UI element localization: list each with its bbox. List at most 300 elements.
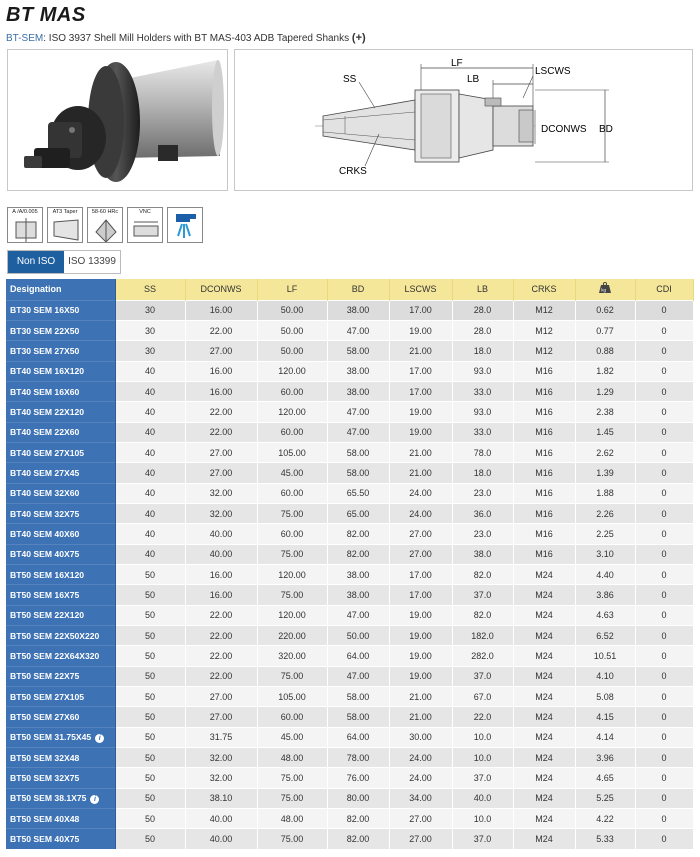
crks-cell: M16 bbox=[513, 544, 575, 564]
label-lb: LB bbox=[467, 74, 480, 85]
table-row[interactable] bbox=[6, 768, 693, 788]
lb-cell: 78.0 bbox=[452, 442, 513, 462]
table-row[interactable] bbox=[6, 524, 693, 544]
info-icon[interactable]: i bbox=[95, 734, 104, 743]
designation-link[interactable]: BT40 SEM 40X75 bbox=[10, 549, 80, 560]
designation-link[interactable]: BT50 SEM 27X60 bbox=[10, 712, 80, 723]
col-lf[interactable]: LF bbox=[257, 279, 327, 300]
designation-link[interactable]: BT50 SEM 22X64X320 bbox=[10, 651, 100, 662]
lf-cell: 75.00 bbox=[257, 768, 327, 788]
lb-cell: 37.0 bbox=[452, 585, 513, 605]
bd-cell: 58.00 bbox=[327, 341, 389, 361]
col-bd[interactable]: BD bbox=[327, 279, 389, 300]
lf-cell: 60.00 bbox=[257, 381, 327, 401]
dconws-cell: 16.00 bbox=[185, 585, 257, 605]
lf-cell: 120.00 bbox=[257, 402, 327, 422]
table-row[interactable] bbox=[6, 483, 693, 503]
ss-cell: 50 bbox=[115, 809, 185, 829]
table-row[interactable] bbox=[6, 788, 693, 808]
lf-cell: 75.00 bbox=[257, 829, 327, 849]
cdi-cell: 0 bbox=[635, 646, 693, 666]
ss-cell: 50 bbox=[115, 829, 185, 849]
designation-cell[interactable] bbox=[6, 666, 115, 686]
designation-link[interactable]: BT30 SEM 16X50 bbox=[10, 305, 80, 316]
dconws-cell: 16.00 bbox=[185, 361, 257, 381]
lb-cell: 23.0 bbox=[452, 524, 513, 544]
lscws-cell: 19.00 bbox=[389, 605, 452, 625]
lscws-cell: 21.00 bbox=[389, 463, 452, 483]
lf-cell: 75.00 bbox=[257, 503, 327, 523]
table-row[interactable] bbox=[6, 544, 693, 564]
lf-cell: 320.00 bbox=[257, 646, 327, 666]
crks-cell: M24 bbox=[513, 666, 575, 686]
designation-cell[interactable] bbox=[6, 442, 115, 462]
designation-link[interactable]: BT50 SEM 32X75 bbox=[10, 773, 80, 784]
designation-link[interactable]: BT40 SEM 22X60 bbox=[10, 427, 80, 438]
lf-cell: 220.00 bbox=[257, 626, 327, 646]
weight-cell: 1.29 bbox=[575, 381, 635, 401]
hardness-icon: 58-60 HRc bbox=[87, 207, 123, 243]
bd-cell: 65.50 bbox=[327, 483, 389, 503]
ss-cell: 40 bbox=[115, 544, 185, 564]
weight-icon bbox=[598, 282, 612, 294]
designation-cell[interactable] bbox=[6, 300, 115, 320]
designation-link[interactable]: BT50 SEM 22X120 bbox=[10, 610, 85, 621]
lf-cell: 50.00 bbox=[257, 300, 327, 320]
designation-cell[interactable] bbox=[6, 727, 115, 747]
table-row[interactable] bbox=[6, 564, 693, 584]
technical-drawing bbox=[234, 49, 693, 191]
page-title: BT MAS bbox=[6, 4, 86, 26]
ss-cell: 40 bbox=[115, 463, 185, 483]
tab-iso-13399[interactable]: ISO 13399 bbox=[64, 251, 120, 273]
table-row[interactable] bbox=[6, 829, 693, 849]
lb-cell: 33.0 bbox=[452, 422, 513, 442]
lf-cell: 50.00 bbox=[257, 341, 327, 361]
dconws-cell: 22.00 bbox=[185, 320, 257, 340]
designation-link[interactable]: BT50 SEM 38.1X75 bbox=[10, 793, 87, 804]
weight-cell: 3.96 bbox=[575, 748, 635, 768]
col-designation[interactable]: Designation bbox=[6, 279, 115, 300]
bd-cell: 65.00 bbox=[327, 503, 389, 523]
crks-cell: M16 bbox=[513, 483, 575, 503]
designation-link[interactable]: BT50 SEM 22X50X220 bbox=[10, 630, 100, 641]
lb-cell: 38.0 bbox=[452, 544, 513, 564]
dconws-cell: 27.00 bbox=[185, 707, 257, 727]
weight-cell: 6.52 bbox=[575, 626, 635, 646]
table-row[interactable] bbox=[6, 809, 693, 829]
label-dconws: DCONWS bbox=[541, 124, 587, 135]
weight-cell: 2.62 bbox=[575, 442, 635, 462]
weight-cell: 2.26 bbox=[575, 503, 635, 523]
designation-cell[interactable] bbox=[6, 320, 115, 340]
lf-cell: 75.00 bbox=[257, 666, 327, 686]
ss-cell: 40 bbox=[115, 402, 185, 422]
lb-cell: 37.0 bbox=[452, 829, 513, 849]
dconws-cell: 40.00 bbox=[185, 829, 257, 849]
cdi-cell: 0 bbox=[635, 422, 693, 442]
bd-cell: 47.00 bbox=[327, 320, 389, 340]
lb-cell: 182.0 bbox=[452, 626, 513, 646]
bd-cell: 82.00 bbox=[327, 544, 389, 564]
weight-cell: 5.25 bbox=[575, 788, 635, 808]
bd-cell: 38.00 bbox=[327, 564, 389, 584]
col-crks[interactable]: CRKS bbox=[513, 279, 575, 300]
cdi-cell: 0 bbox=[635, 341, 693, 361]
subtitle-code-link[interactable]: BT-SEM bbox=[6, 33, 44, 44]
designation-cell[interactable] bbox=[6, 361, 115, 381]
table-row[interactable] bbox=[6, 666, 693, 686]
weight-cell: 10.51 bbox=[575, 646, 635, 666]
table-row[interactable] bbox=[6, 300, 693, 320]
lscws-cell: 21.00 bbox=[389, 442, 452, 462]
crks-cell: M24 bbox=[513, 748, 575, 768]
designation-cell[interactable] bbox=[6, 463, 115, 483]
tab-non-iso[interactable]: Non ISO bbox=[8, 251, 64, 273]
crks-cell: M24 bbox=[513, 768, 575, 788]
lb-cell: 282.0 bbox=[452, 646, 513, 666]
designation-link[interactable]: BT40 SEM 40X60 bbox=[10, 528, 80, 539]
designation-link[interactable]: BT50 SEM 31.75X45 bbox=[10, 732, 92, 743]
crks-cell: M16 bbox=[513, 402, 575, 422]
ss-cell: 50 bbox=[115, 687, 185, 707]
col-ss[interactable]: SS bbox=[115, 279, 185, 300]
ss-cell: 50 bbox=[115, 788, 185, 808]
lscws-cell: 27.00 bbox=[389, 524, 452, 544]
table-header-row bbox=[6, 279, 693, 300]
weight-unit: kg bbox=[601, 287, 606, 293]
designation-link[interactable]: BT50 SEM 16X75 bbox=[10, 589, 80, 600]
lscws-cell: 17.00 bbox=[389, 300, 452, 320]
dconws-cell: 22.00 bbox=[185, 666, 257, 686]
cdi-cell: 0 bbox=[635, 585, 693, 605]
designation-cell[interactable] bbox=[6, 707, 115, 727]
lb-cell: 10.0 bbox=[452, 727, 513, 747]
weight-cell: 3.86 bbox=[575, 585, 635, 605]
bd-cell: 78.00 bbox=[327, 748, 389, 768]
designation-link[interactable]: BT50 SEM 40X75 bbox=[10, 834, 80, 845]
cdi-cell: 0 bbox=[635, 626, 693, 646]
cdi-cell: 0 bbox=[635, 666, 693, 686]
lb-cell: 37.0 bbox=[452, 768, 513, 788]
designation-cell[interactable] bbox=[6, 544, 115, 564]
col-lb[interactable]: LB bbox=[452, 279, 513, 300]
lscws-cell: 30.00 bbox=[389, 727, 452, 747]
designation-cell[interactable] bbox=[6, 768, 115, 788]
lscws-cell: 24.00 bbox=[389, 483, 452, 503]
lb-cell: 82.0 bbox=[452, 564, 513, 584]
designation-link[interactable]: BT50 SEM 22X75 bbox=[10, 671, 80, 682]
designation-cell[interactable] bbox=[6, 483, 115, 503]
col-lscws[interactable]: LSCWS bbox=[389, 279, 452, 300]
designation-link[interactable]: BT40 SEM 32X75 bbox=[10, 508, 80, 519]
lf-cell: 120.00 bbox=[257, 605, 327, 625]
table-row[interactable] bbox=[6, 402, 693, 422]
weight-cell: 4.22 bbox=[575, 809, 635, 829]
cdi-cell: 0 bbox=[635, 320, 693, 340]
cdi-cell: 0 bbox=[635, 687, 693, 707]
weight-cell: 4.40 bbox=[575, 564, 635, 584]
ss-cell: 40 bbox=[115, 361, 185, 381]
crks-cell: M24 bbox=[513, 626, 575, 646]
bd-cell: 47.00 bbox=[327, 402, 389, 422]
dconws-cell: 38.10 bbox=[185, 788, 257, 808]
bd-cell: 38.00 bbox=[327, 361, 389, 381]
cdi-cell: 0 bbox=[635, 768, 693, 788]
designation-cell[interactable] bbox=[6, 585, 115, 605]
designation-link[interactable]: BT40 SEM 16X60 bbox=[10, 386, 80, 397]
lb-cell: 82.0 bbox=[452, 605, 513, 625]
crks-cell: M16 bbox=[513, 463, 575, 483]
designation-link[interactable]: BT50 SEM 16X120 bbox=[10, 569, 85, 580]
lf-cell: 60.00 bbox=[257, 707, 327, 727]
table-row[interactable] bbox=[6, 626, 693, 646]
weight-cell: 1.45 bbox=[575, 422, 635, 442]
ss-cell: 50 bbox=[115, 646, 185, 666]
weight-cell: 4.15 bbox=[575, 707, 635, 727]
dconws-cell: 22.00 bbox=[185, 422, 257, 442]
crks-cell: M16 bbox=[513, 442, 575, 462]
dconws-cell: 32.00 bbox=[185, 768, 257, 788]
designation-cell[interactable] bbox=[6, 646, 115, 666]
cdi-cell: 0 bbox=[635, 605, 693, 625]
lb-cell: 40.0 bbox=[452, 788, 513, 808]
standard-tabs bbox=[7, 250, 121, 274]
dconws-cell: 32.00 bbox=[185, 503, 257, 523]
crks-cell: M24 bbox=[513, 707, 575, 727]
designation-cell[interactable] bbox=[6, 503, 115, 523]
lf-cell: 48.00 bbox=[257, 748, 327, 768]
cdi-cell: 0 bbox=[635, 524, 693, 544]
lb-cell: 10.0 bbox=[452, 748, 513, 768]
info-icon[interactable]: i bbox=[90, 795, 99, 804]
bd-cell: 47.00 bbox=[327, 666, 389, 686]
table-row[interactable] bbox=[6, 320, 693, 340]
bd-cell: 82.00 bbox=[327, 524, 389, 544]
weight-cell: 3.10 bbox=[575, 544, 635, 564]
crks-cell: M16 bbox=[513, 503, 575, 523]
lscws-cell: 17.00 bbox=[389, 585, 452, 605]
designation-link[interactable]: BT40 SEM 27X105 bbox=[10, 447, 85, 458]
lf-cell: 60.00 bbox=[257, 483, 327, 503]
weight-cell: 0.88 bbox=[575, 341, 635, 361]
cdi-cell: 0 bbox=[635, 503, 693, 523]
crks-cell: M16 bbox=[513, 381, 575, 401]
designation-link[interactable]: BT40 SEM 27X45 bbox=[10, 467, 80, 478]
lb-cell: 93.0 bbox=[452, 402, 513, 422]
tool-holder-photo bbox=[8, 50, 228, 191]
weight-cell: 4.14 bbox=[575, 727, 635, 747]
col-cdi[interactable]: CDI bbox=[635, 279, 693, 300]
designation-cell[interactable] bbox=[6, 748, 115, 768]
lb-cell: 93.0 bbox=[452, 361, 513, 381]
coolant-icon bbox=[167, 207, 203, 243]
ss-cell: 50 bbox=[115, 626, 185, 646]
lscws-cell: 24.00 bbox=[389, 768, 452, 788]
lscws-cell: 17.00 bbox=[389, 564, 452, 584]
product-photo bbox=[7, 49, 228, 191]
lscws-cell: 19.00 bbox=[389, 646, 452, 666]
bd-cell: 58.00 bbox=[327, 463, 389, 483]
ss-cell: 30 bbox=[115, 300, 185, 320]
ss-cell: 40 bbox=[115, 422, 185, 442]
designation-cell[interactable] bbox=[6, 381, 115, 401]
designation-cell[interactable] bbox=[6, 422, 115, 442]
table-row[interactable] bbox=[6, 442, 693, 462]
table-row[interactable] bbox=[6, 585, 693, 605]
bd-cell: 47.00 bbox=[327, 605, 389, 625]
dconws-cell: 31.75 bbox=[185, 727, 257, 747]
designation-cell[interactable] bbox=[6, 687, 115, 707]
designation-link[interactable]: BT40 SEM 22X120 bbox=[10, 406, 85, 417]
designation-cell[interactable] bbox=[6, 788, 115, 808]
crks-cell: M24 bbox=[513, 788, 575, 808]
table-row[interactable] bbox=[6, 727, 693, 747]
lscws-cell: 24.00 bbox=[389, 503, 452, 523]
taper-icon: AT3 Taper bbox=[47, 207, 83, 243]
designation-link[interactable]: BT50 SEM 27X105 bbox=[10, 691, 85, 702]
crks-cell: M16 bbox=[513, 361, 575, 381]
label-crks: CRKS bbox=[339, 166, 367, 177]
expand-toggle[interactable]: (+) bbox=[351, 32, 366, 44]
cdi-cell: 0 bbox=[635, 788, 693, 808]
weight-cell: 2.38 bbox=[575, 402, 635, 422]
designation-link[interactable]: BT30 SEM 22X50 bbox=[10, 325, 80, 336]
dconws-cell: 16.00 bbox=[185, 300, 257, 320]
label-ss: SS bbox=[343, 74, 357, 85]
bd-cell: 82.00 bbox=[327, 809, 389, 829]
table-row[interactable] bbox=[6, 361, 693, 381]
cdi-cell: 0 bbox=[635, 809, 693, 829]
designation-link[interactable]: BT40 SEM 16X120 bbox=[10, 366, 85, 377]
designation-link[interactable]: BT50 SEM 40X48 bbox=[10, 813, 80, 824]
table-row[interactable] bbox=[6, 748, 693, 768]
lscws-cell: 21.00 bbox=[389, 341, 452, 361]
ss-cell: 50 bbox=[115, 727, 185, 747]
lb-cell: 18.0 bbox=[452, 463, 513, 483]
table-row[interactable] bbox=[6, 503, 693, 523]
designation-cell[interactable] bbox=[6, 829, 115, 849]
dconws-cell: 22.00 bbox=[185, 646, 257, 666]
cdi-cell: 0 bbox=[635, 402, 693, 422]
designation-cell[interactable] bbox=[6, 402, 115, 422]
lscws-cell: 17.00 bbox=[389, 381, 452, 401]
ss-cell: 50 bbox=[115, 768, 185, 788]
dconws-cell: 16.00 bbox=[185, 564, 257, 584]
designation-link[interactable]: BT50 SEM 32X48 bbox=[10, 752, 80, 763]
table-row[interactable] bbox=[6, 422, 693, 442]
lf-cell: 120.00 bbox=[257, 361, 327, 381]
lb-cell: 67.0 bbox=[452, 687, 513, 707]
bd-cell: 64.00 bbox=[327, 646, 389, 666]
cdi-cell: 0 bbox=[635, 381, 693, 401]
lscws-cell: 19.00 bbox=[389, 422, 452, 442]
cdi-cell: 0 bbox=[635, 564, 693, 584]
lf-cell: 105.00 bbox=[257, 687, 327, 707]
crks-cell: M24 bbox=[513, 585, 575, 605]
cdi-cell: 0 bbox=[635, 483, 693, 503]
weight-cell: 5.08 bbox=[575, 687, 635, 707]
designation-cell[interactable] bbox=[6, 341, 115, 361]
table-row[interactable] bbox=[6, 341, 693, 361]
bd-cell: 38.00 bbox=[327, 381, 389, 401]
lb-cell: 36.0 bbox=[452, 503, 513, 523]
ss-cell: 40 bbox=[115, 381, 185, 401]
bd-cell: 47.00 bbox=[327, 422, 389, 442]
table-row[interactable] bbox=[6, 463, 693, 483]
weight-cell: 4.63 bbox=[575, 605, 635, 625]
bd-cell: 38.00 bbox=[327, 300, 389, 320]
dconws-cell: 27.00 bbox=[185, 341, 257, 361]
col-dconws[interactable]: DCONWS bbox=[185, 279, 257, 300]
weight-cell: 4.65 bbox=[575, 768, 635, 788]
cdi-cell: 0 bbox=[635, 829, 693, 849]
cdi-cell: 0 bbox=[635, 748, 693, 768]
label-lscws: LSCWS bbox=[535, 66, 571, 77]
lf-cell: 75.00 bbox=[257, 788, 327, 808]
lf-cell: 60.00 bbox=[257, 422, 327, 442]
lscws-cell: 24.00 bbox=[389, 748, 452, 768]
lf-cell: 45.00 bbox=[257, 463, 327, 483]
crks-cell: M24 bbox=[513, 687, 575, 707]
bd-cell: 76.00 bbox=[327, 768, 389, 788]
designation-link[interactable]: BT30 SEM 27X50 bbox=[10, 345, 80, 356]
ss-cell: 50 bbox=[115, 748, 185, 768]
weight-cell: 1.39 bbox=[575, 463, 635, 483]
table-row[interactable] bbox=[6, 605, 693, 625]
cdi-cell: 0 bbox=[635, 707, 693, 727]
crks-cell: M16 bbox=[513, 524, 575, 544]
dconws-cell: 40.00 bbox=[185, 809, 257, 829]
crks-cell: M24 bbox=[513, 646, 575, 666]
dconws-cell: 27.00 bbox=[185, 687, 257, 707]
table-row[interactable] bbox=[6, 381, 693, 401]
lb-cell: 18.0 bbox=[452, 341, 513, 361]
table-row[interactable] bbox=[6, 707, 693, 727]
bd-cell: 58.00 bbox=[327, 687, 389, 707]
lf-cell: 48.00 bbox=[257, 809, 327, 829]
designation-cell[interactable] bbox=[6, 605, 115, 625]
dconws-cell: 40.00 bbox=[185, 524, 257, 544]
crks-cell: M12 bbox=[513, 300, 575, 320]
bd-cell: 58.00 bbox=[327, 707, 389, 727]
crks-cell: M24 bbox=[513, 809, 575, 829]
designation-cell[interactable] bbox=[6, 524, 115, 544]
lf-cell: 45.00 bbox=[257, 727, 327, 747]
col-weight[interactable] bbox=[575, 279, 635, 300]
ss-cell: 50 bbox=[115, 666, 185, 686]
crks-cell: M12 bbox=[513, 341, 575, 361]
runout-icon: A /A/0.005 bbox=[7, 207, 43, 243]
table-row[interactable] bbox=[6, 646, 693, 666]
lscws-cell: 19.00 bbox=[389, 666, 452, 686]
lb-cell: 23.0 bbox=[452, 483, 513, 503]
page-subtitle bbox=[6, 32, 366, 44]
lb-cell: 28.0 bbox=[452, 300, 513, 320]
lscws-cell: 27.00 bbox=[389, 829, 452, 849]
designation-cell[interactable] bbox=[6, 564, 115, 584]
lf-cell: 60.00 bbox=[257, 524, 327, 544]
table-row[interactable] bbox=[6, 687, 693, 707]
designation-cell[interactable] bbox=[6, 626, 115, 646]
ss-cell: 40 bbox=[115, 524, 185, 544]
weight-cell: 1.82 bbox=[575, 361, 635, 381]
designation-link[interactable]: BT40 SEM 32X60 bbox=[10, 488, 80, 499]
dconws-cell: 22.00 bbox=[185, 605, 257, 625]
designation-cell[interactable] bbox=[6, 809, 115, 829]
lscws-cell: 21.00 bbox=[389, 687, 452, 707]
weight-cell: 2.25 bbox=[575, 524, 635, 544]
